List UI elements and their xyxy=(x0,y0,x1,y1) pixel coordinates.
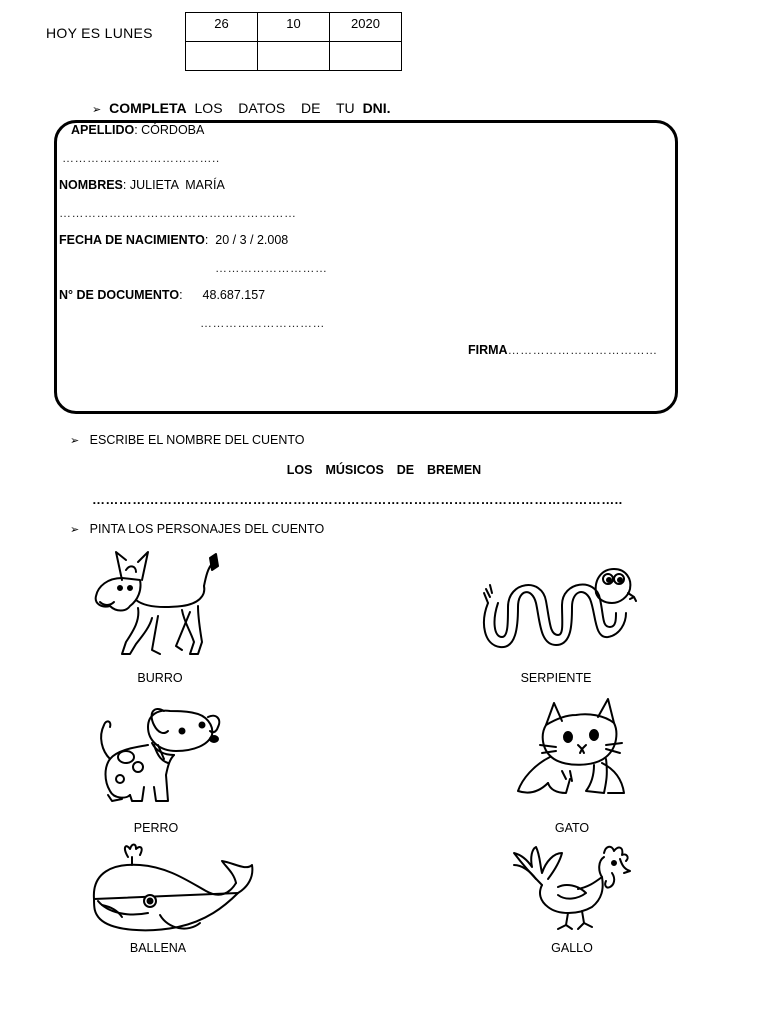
cat-icon[interactable] xyxy=(510,695,632,800)
date-empty-cell[interactable] xyxy=(186,42,258,71)
nombres-row xyxy=(59,178,225,192)
label-serpiente: SERPIENTE xyxy=(520,671,592,685)
date-empty-cell[interactable] xyxy=(258,42,330,71)
apellido-value: : CÓRDOBA xyxy=(134,123,205,137)
apellido-label: APELLIDO xyxy=(71,123,135,137)
paint-instruction xyxy=(70,522,324,536)
whale-icon[interactable] xyxy=(88,843,260,935)
story-instruction xyxy=(70,433,305,447)
instruction-bold-dni: DNI. xyxy=(362,100,391,116)
nombres-label: NOMBRES xyxy=(59,178,123,192)
apellido-answer-line[interactable]: ……………………………….. xyxy=(62,151,220,165)
label-gato: GATO xyxy=(554,821,590,835)
fecha-row xyxy=(59,233,288,247)
nombres-answer-line[interactable]: ………………………………………………… xyxy=(59,206,297,220)
label-burro: BURRO xyxy=(137,671,183,685)
date-day-cell xyxy=(186,13,258,42)
firma-row xyxy=(468,343,658,357)
apellido-row xyxy=(71,123,204,137)
date-empty-cell[interactable] xyxy=(330,42,402,71)
arrow-bullet-icon: ➢ xyxy=(70,524,80,536)
date-month: 10 xyxy=(286,16,301,31)
arrow-bullet-icon: ➢ xyxy=(70,435,80,447)
firma-answer-line[interactable]: ……………………………… xyxy=(507,343,658,357)
date-day: 26 xyxy=(214,16,229,31)
arrow-bullet-icon: ➢ xyxy=(92,104,102,116)
documento-answer-line[interactable]: ………………………… xyxy=(200,316,325,330)
date-month-cell xyxy=(258,13,330,42)
documento-label: N° DE DOCUMENTO xyxy=(59,288,180,302)
fecha-answer-line[interactable]: ……………………… xyxy=(215,261,328,275)
instruction-bold-completa: COMPLETA xyxy=(109,100,187,116)
dni-instruction xyxy=(92,100,391,116)
label-gallo: GALLO xyxy=(551,941,593,955)
documento-value: 48.687.157 xyxy=(202,288,266,302)
date-label: HOY ES LUNES xyxy=(46,25,153,41)
fecha-label: FECHA DE NACIMIENTO xyxy=(59,233,205,247)
dog-icon[interactable] xyxy=(98,705,223,805)
nombres-value: : JULIETA MARÍA xyxy=(122,178,225,192)
firma-label: FIRMA xyxy=(468,343,508,357)
fecha-value: : 20 / 3 / 2.008 xyxy=(204,233,289,247)
date-year: 2020 xyxy=(351,16,380,31)
story-instruction-text: ESCRIBE EL NOMBRE DEL CUENTO xyxy=(89,433,305,447)
story-title: LOS MÚSICOS DE BREMEN xyxy=(286,463,482,477)
documento-colon: : xyxy=(179,288,183,302)
date-year-cell xyxy=(330,13,402,42)
story-answer-line[interactable]: ……………………………………………………………………………………………………….. xyxy=(92,492,623,507)
label-ballena: BALLENA xyxy=(129,941,187,955)
snake-icon[interactable] xyxy=(476,563,638,658)
documento-row xyxy=(59,288,265,302)
date-table xyxy=(185,12,402,71)
label-perro: PERRO xyxy=(133,821,179,835)
donkey-icon[interactable] xyxy=(86,550,226,665)
instruction-text: LOS DATOS DE TU xyxy=(194,100,355,116)
rooster-icon[interactable] xyxy=(508,843,633,933)
paint-instruction-text: PINTA LOS PERSONAJES DEL CUENTO xyxy=(89,522,325,536)
